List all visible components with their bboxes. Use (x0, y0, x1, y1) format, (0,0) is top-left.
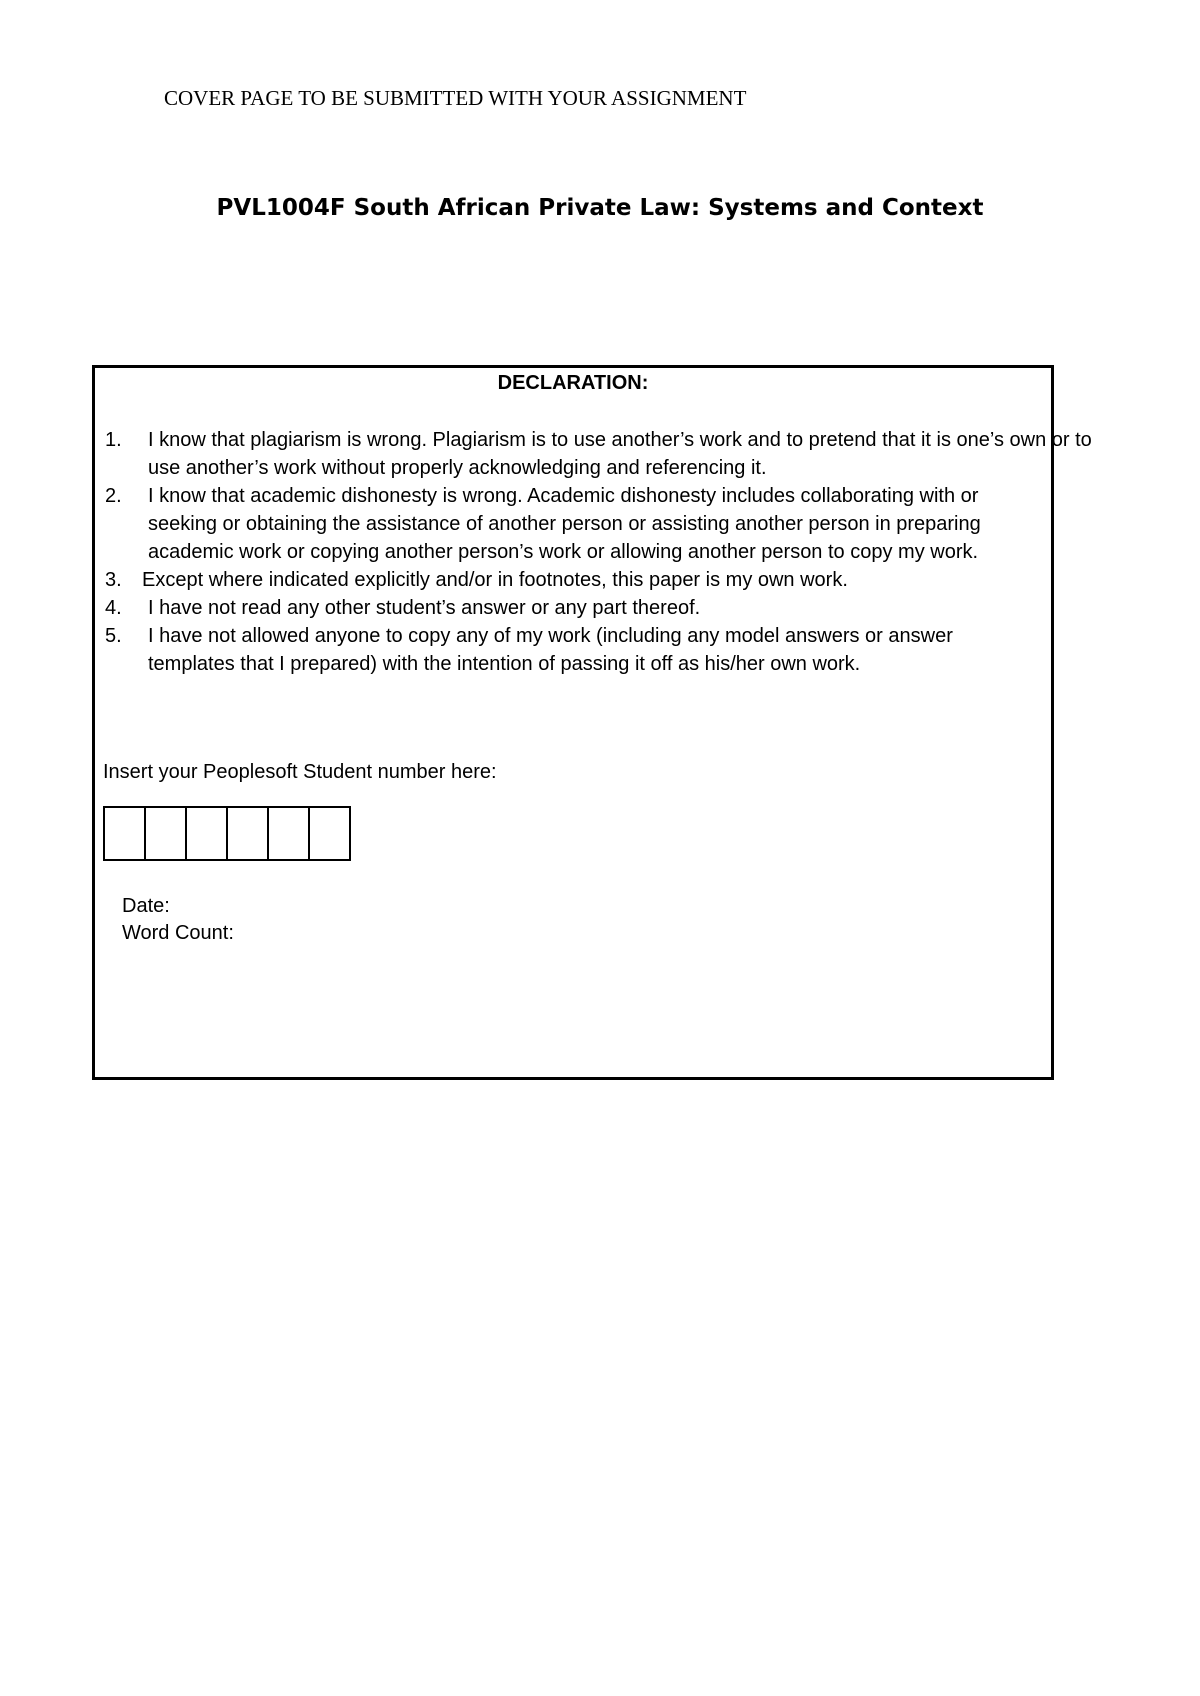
item-text: I know that plagiarism is wrong. Plagiarism is to use another’s work and to pretend that it is one’s own or to use another’s work without properly acknowledging and referencing it. (148, 429, 1092, 479)
item-number: 2. (105, 485, 122, 507)
student-number-digit-box[interactable] (144, 806, 187, 861)
student-number-digit-box[interactable] (308, 806, 351, 861)
item-number: 3. (105, 569, 122, 591)
cover-page-heading: COVER PAGE TO BE SUBMITTED WITH YOUR ASSIGNMENT (164, 86, 747, 110)
declaration-item (105, 622, 1115, 678)
item-number: 4. (105, 597, 122, 619)
declaration-item (105, 482, 1115, 566)
student-number-digit-box[interactable] (185, 806, 228, 861)
student-number-digit-box[interactable] (267, 806, 310, 861)
course-title: PVL1004F South African Private Law: Systems and Context (216, 195, 984, 221)
student-number-label: Insert your Peoplesoft Student number here: (103, 761, 497, 783)
declaration-title: DECLARATION: (497, 372, 649, 394)
item-text: I have not read any other student’s answer or any part thereof. (148, 597, 701, 619)
student-number-digit-box[interactable] (226, 806, 269, 861)
declaration-item (105, 594, 1115, 622)
declaration-list (105, 426, 1115, 678)
item-number: 1. (105, 429, 122, 451)
declaration-item (105, 566, 1115, 594)
item-text: I know that academic dishonesty is wrong. Academic dishonesty includes collaborating with or seeking or obtaining the assistance of another person or assisting another person in preparing academic work or copying another person’s work or allowing another person to copy my work. (148, 485, 981, 563)
declaration-item (105, 426, 1115, 482)
word-count-label: Word Count: (122, 922, 234, 944)
item-number: 5. (105, 625, 122, 647)
item-text: I have not allowed anyone to copy any of my work (including any model answers or answer templates that I prepared) with the intention of passing it off as his/her own work. (148, 625, 953, 675)
student-number-digit-box[interactable] (103, 806, 146, 861)
date-label: Date: (122, 895, 170, 917)
item-text: Except where indicated explicitly and/or in footnotes, this paper is my own work. (142, 569, 848, 591)
student-number-boxes (103, 806, 351, 861)
